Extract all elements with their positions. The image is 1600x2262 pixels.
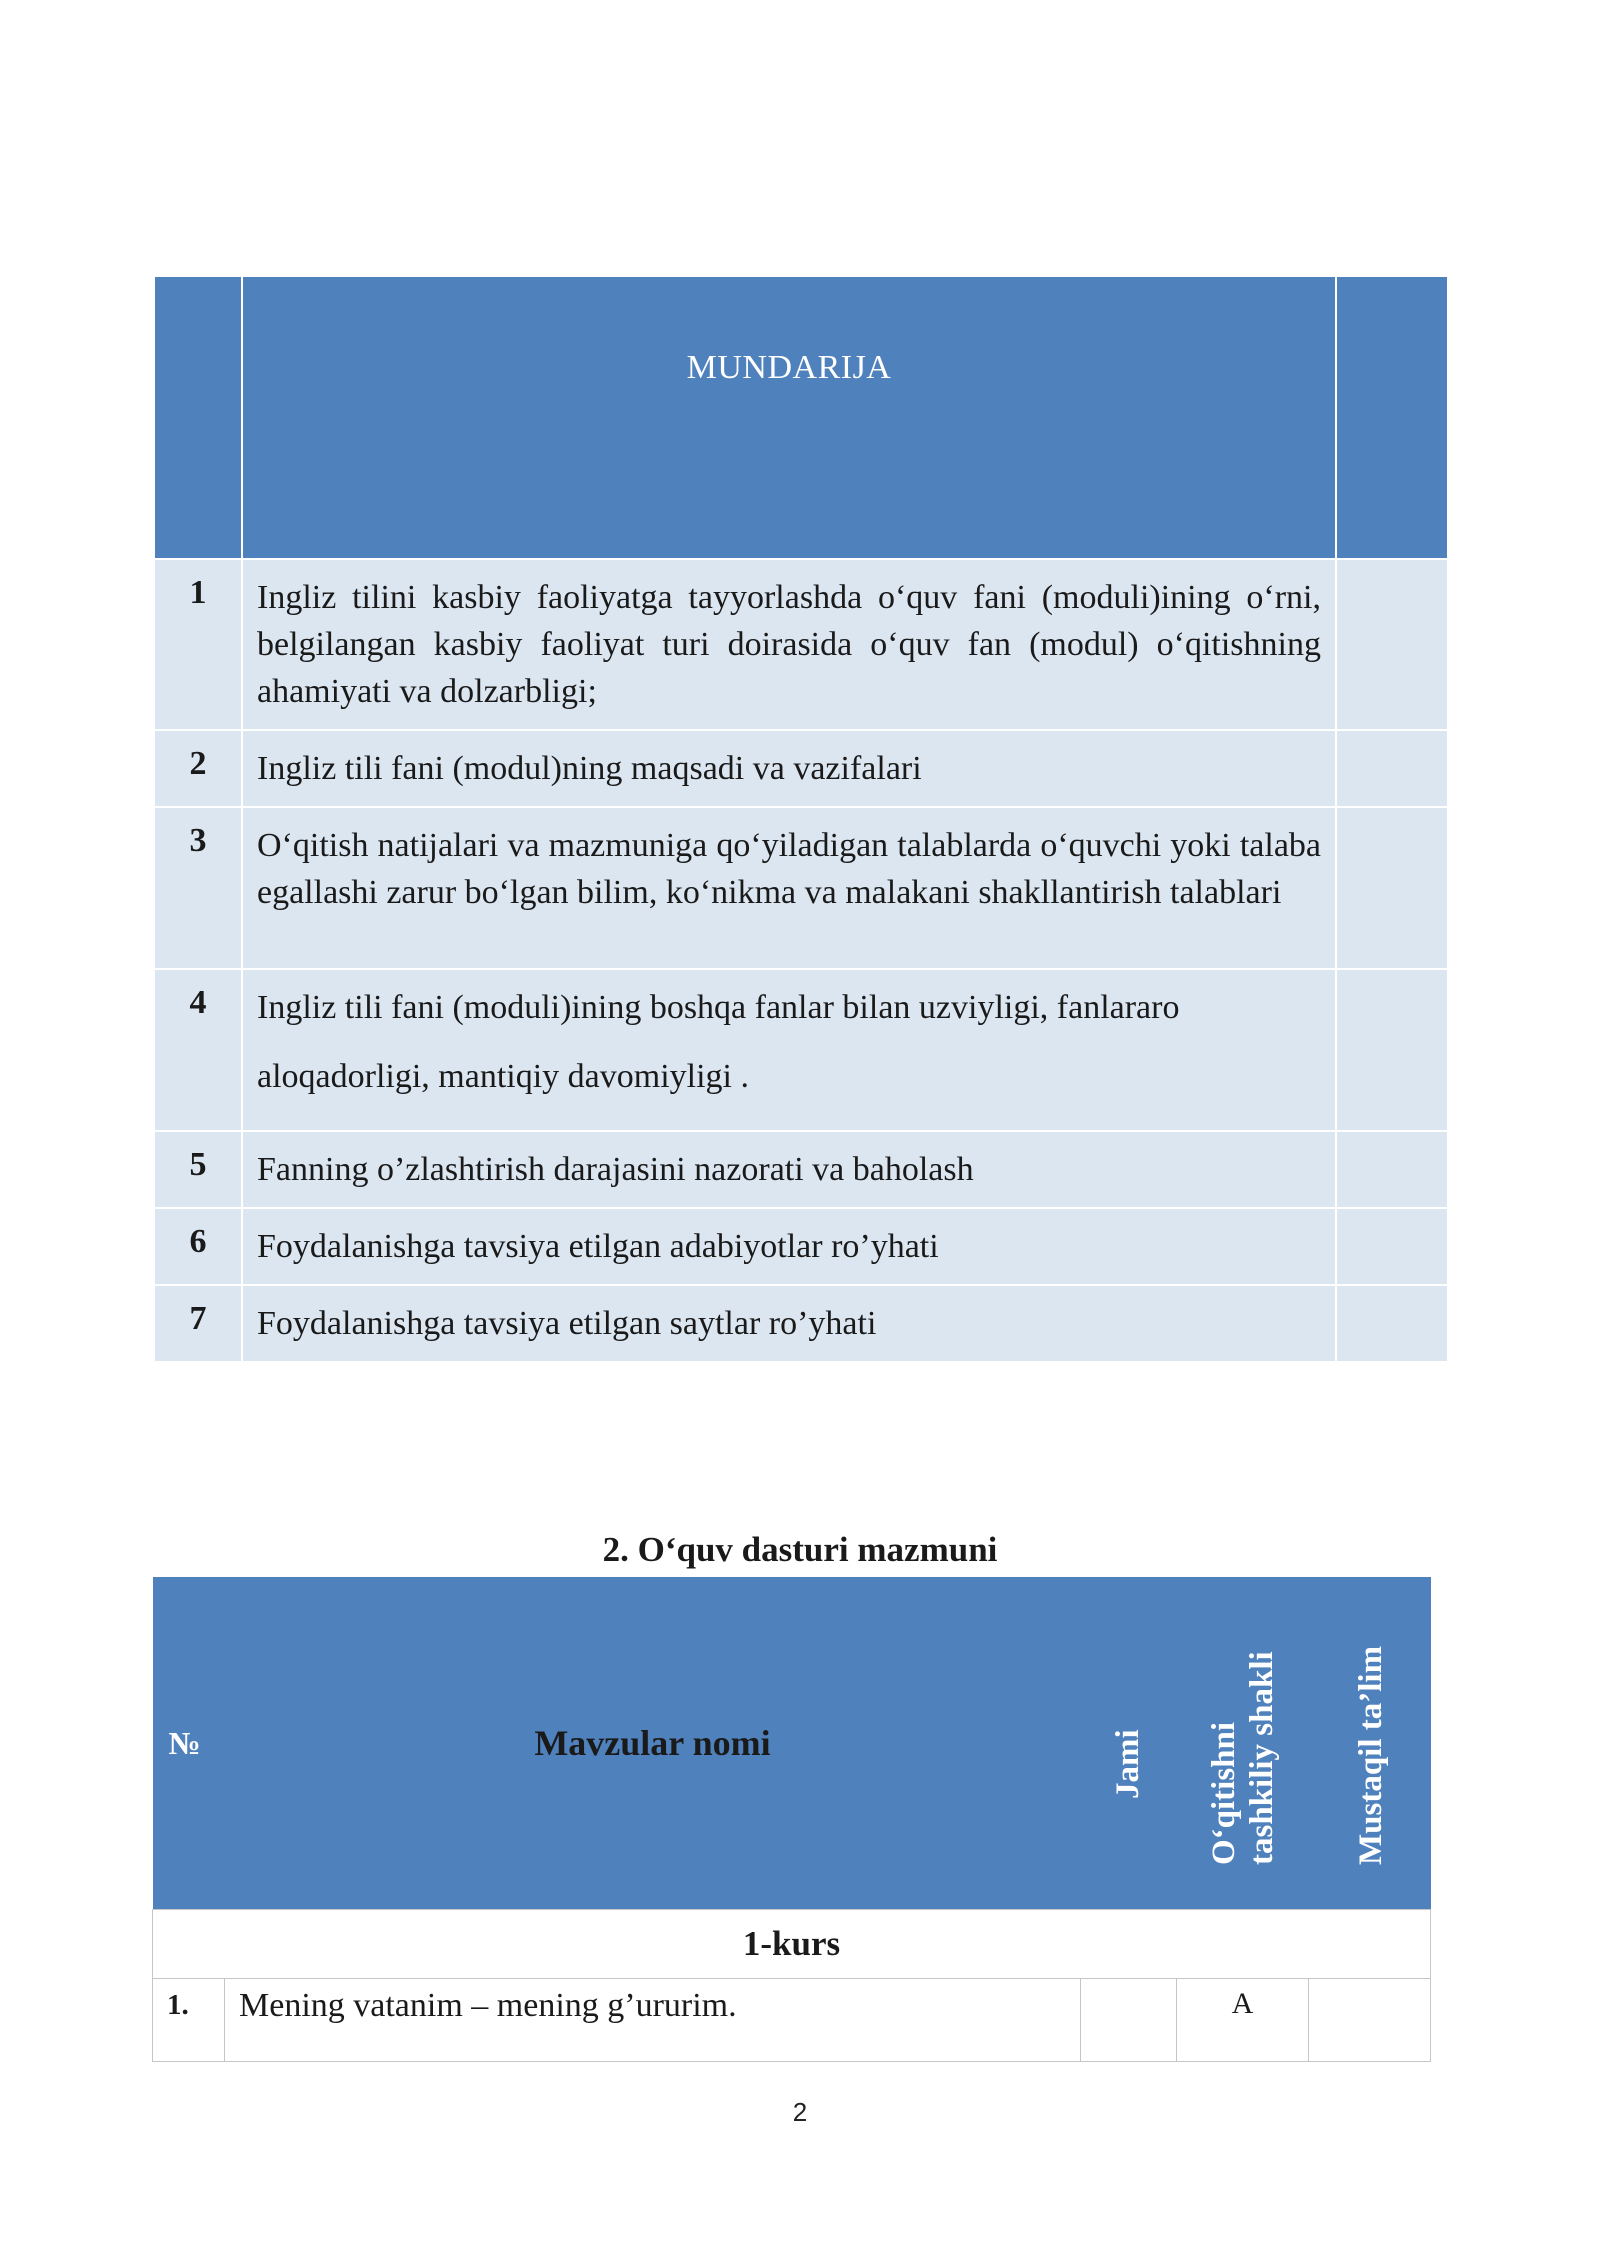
header-shakl-cell (1177, 1577, 1309, 1910)
toc-row (154, 1285, 1448, 1362)
toc-row-page (1336, 807, 1448, 969)
toc-row-page (1336, 1131, 1448, 1208)
section-title: 2. O‘quv dasturi mazmuni (602, 1530, 998, 1569)
curriculum-header-row (153, 1577, 1431, 1910)
toc-row-text: O‘qitish natijalari va mazmuniga qo‘yiladigan talablarda o‘quvchi yoki talaba egallashi zarur bo‘lgan bilim, ko‘nikma va malakani shakllantirish talablari (242, 807, 1336, 969)
topic-mustaqil (1309, 1979, 1431, 2062)
toc-row-page (1336, 1208, 1448, 1285)
header-shakl-line2: tashkiliy shakli (1243, 1651, 1280, 1865)
toc-row-number: 5 (154, 1131, 242, 1208)
header-jami-cell (1081, 1577, 1177, 1910)
toc-row-text-part2: aloqadorligi, mantiqiy davomiyligi . (257, 1058, 749, 1095)
course-row (153, 1910, 1431, 1979)
toc-row-text (242, 969, 1336, 1131)
header-topic-name: Mavzular nomi (225, 1577, 1081, 1910)
toc-row-number: 3 (154, 807, 242, 969)
header-jami: Jami (1109, 1729, 1146, 1799)
toc-row-page (1336, 730, 1448, 807)
toc-row (154, 1208, 1448, 1285)
toc-row-number: 6 (154, 1208, 242, 1285)
toc-title: MUNDARIJA (242, 276, 1336, 559)
toc-row-text: Foydalanishga tavsiya etilgan saytlar ro’yhati (242, 1285, 1336, 1362)
toc-row (154, 807, 1448, 969)
curriculum-table (152, 1577, 1431, 2062)
table-row (153, 1979, 1431, 2062)
toc-header-page-cell (1336, 276, 1448, 559)
header-shakl (1205, 1651, 1281, 1865)
toc-row-text: Ingliz tilini kasbiy faoliyatga tayyorlashda o‘quv fani (moduli)ining o‘rni, belgilangan kasbiy faoliyat turi doirasida o‘quv fan (modul) o‘qitishning ahamiyati va dolzarbligi; (242, 559, 1336, 730)
toc-row-page (1336, 1285, 1448, 1362)
toc-row-page (1336, 559, 1448, 730)
topic-number: 1. (153, 1979, 225, 2062)
toc-header-row (154, 276, 1448, 559)
toc-row-number: 4 (154, 969, 242, 1131)
topic-shakl: A (1177, 1979, 1309, 2062)
toc-row-text: Foydalanishga tavsiya etilgan adabiyotlar ro’yhati (242, 1208, 1336, 1285)
toc-row-text: Ingliz tili fani (modul)ning maqsadi va vazifalari (242, 730, 1336, 807)
topic-jami (1081, 1979, 1177, 2062)
toc-row (154, 1131, 1448, 1208)
toc-row-text: Fanning o’zlashtirish darajasini nazorati va baholash (242, 1131, 1336, 1208)
toc-row (154, 559, 1448, 730)
course-label: 1-kurs (153, 1910, 1431, 1979)
toc-row-text-part1: Ingliz tili fani (moduli)ining boshqa fanlar bilan uzviyligi, fanlararo (257, 989, 1180, 1026)
page-number: 2 (792, 2097, 808, 2127)
header-shakl-line1: O‘qitishni (1205, 1721, 1242, 1865)
header-number: № (153, 1577, 225, 1910)
toc-row-number: 1 (154, 559, 242, 730)
topic-name: Mening vatanim – mening g’ururim. (225, 1979, 1081, 2062)
toc-row-number: 7 (154, 1285, 242, 1362)
header-mustaqil: Mustaqil ta’lim (1352, 1645, 1389, 1865)
toc-row-number: 2 (154, 730, 242, 807)
toc-header-num-cell (154, 276, 242, 559)
toc-row-page (1336, 969, 1448, 1131)
toc-row (154, 969, 1448, 1131)
toc-row (154, 730, 1448, 807)
header-mustaqil-cell (1309, 1577, 1431, 1910)
table-of-contents (153, 275, 1449, 1363)
